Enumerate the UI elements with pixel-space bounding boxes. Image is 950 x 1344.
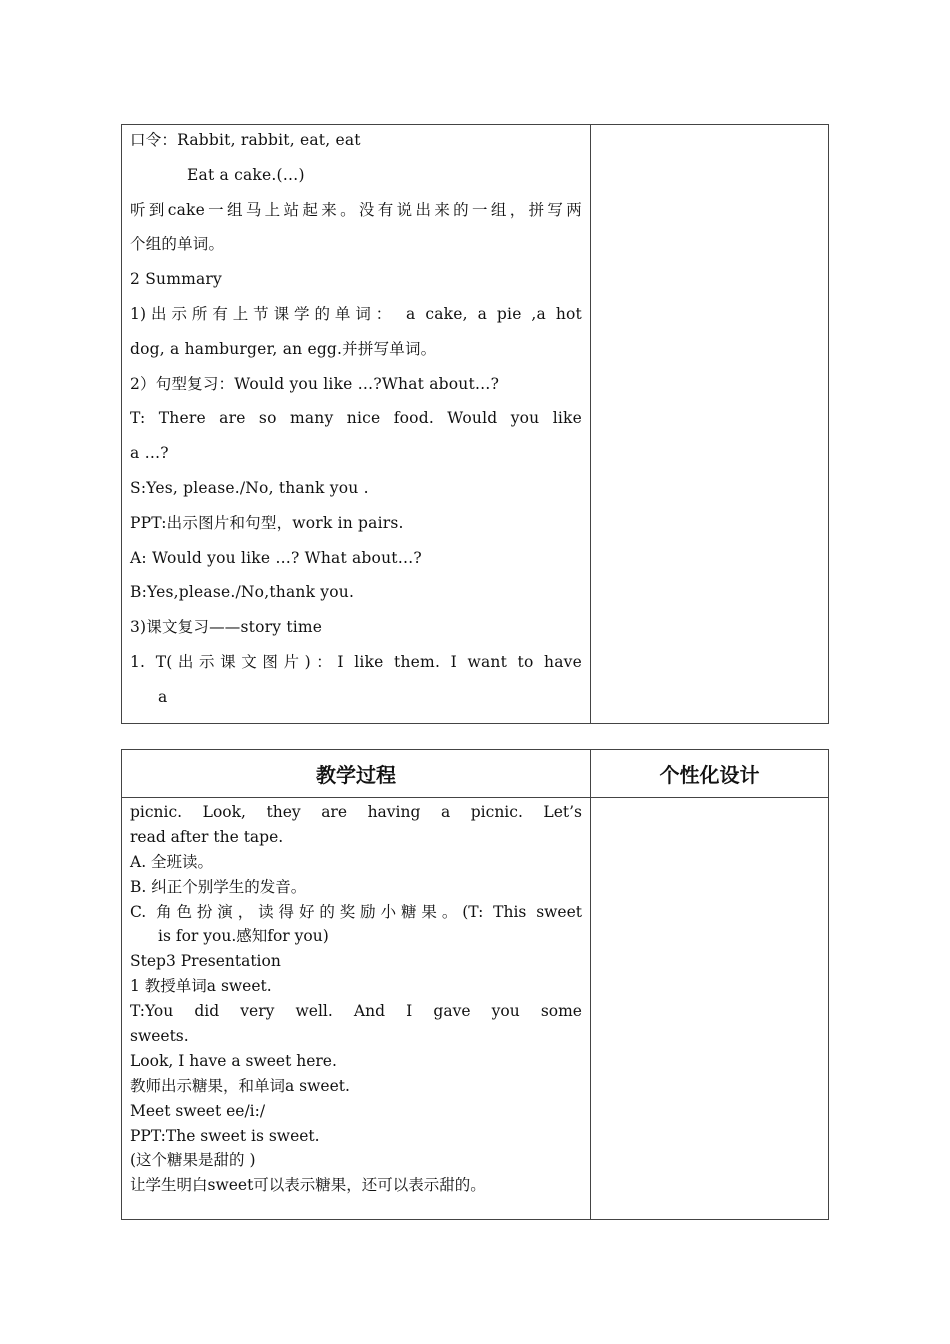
text-line: Meet sweet ee/i:/ — [130, 1101, 266, 1120]
text-line: 1. T(出示课文图片)：I like them. I want to have — [130, 652, 582, 671]
text-line: Look, I have a sweet here. — [130, 1051, 337, 1070]
table-body — [122, 798, 828, 1219]
text-line: Step3 Presentation — [130, 952, 281, 971]
text-line: PPT:出示图片和句型，work in pairs. — [130, 513, 404, 532]
text-line: 3)课文复习——story time — [130, 618, 323, 637]
text-line: T: There are so many nice food. Would you like — [130, 409, 582, 428]
text-line: S:Yes, please./No, thank you . — [130, 478, 369, 497]
text-line: 1)出示所有上节课学的单词： a cake, a pie ,a hot — [130, 304, 582, 323]
text-line: 个组的单词。 — [130, 235, 225, 254]
table-header — [122, 750, 828, 798]
text-line: dog, a hamburger, an egg.并拼写单词。 — [130, 339, 437, 358]
text-line: B:Yes,please./No,thank you. — [130, 583, 355, 602]
text-line: read after the tape. — [130, 827, 284, 846]
text-line: sweets. — [130, 1027, 189, 1046]
text-line: C. 角色扮演，读得好的奖励小糖果。(T: This sweet — [130, 902, 582, 921]
personalized-design-column — [591, 125, 828, 723]
teaching-process-column — [122, 125, 591, 723]
text-line: PPT:The sweet is sweet. — [130, 1126, 320, 1145]
text-line: (这个糖果是甜的 ) — [130, 1151, 256, 1170]
teaching-process-column — [122, 798, 591, 1219]
text-line: picnic. Look, they are having a picnic. Let’s — [130, 803, 582, 821]
text-line: A: Would you like …? What about…? — [130, 548, 422, 567]
text-line: 听到cake一组马上站起来。没有说出来的一组，拼写两 — [130, 200, 582, 219]
text-line: 口令：Rabbit, rabbit, eat, eat — [130, 131, 361, 149]
text-line: a — [158, 687, 168, 706]
text-line: 2）句型复习：Would you like …?What about…? — [130, 374, 500, 393]
text-line: 让学生明白sweet可以表示糖果，还可以表示甜的。 — [130, 1176, 486, 1195]
text-line: B. 纠正个别学生的发音。 — [130, 877, 307, 896]
header-teaching-process: 教学过程 — [122, 750, 591, 797]
text-line: 2 Summary — [130, 270, 222, 289]
text-line: Eat a cake.(…) — [187, 165, 305, 184]
text-line: A. 全班读。 — [130, 852, 214, 871]
text-line: 教师出示糖果，和单词a sweet. — [130, 1076, 350, 1095]
lesson-table-continued — [121, 124, 829, 724]
text-line: T:You did very well. And I gave you some — [130, 1002, 582, 1021]
lesson-table — [121, 749, 829, 1220]
header-personalized-design: 个性化设计 — [659, 763, 760, 787]
text-line: is for you.感知for you) — [158, 927, 329, 946]
text-line: a …? — [130, 444, 169, 463]
text-line: 1 教授单词a sweet. — [130, 977, 272, 996]
